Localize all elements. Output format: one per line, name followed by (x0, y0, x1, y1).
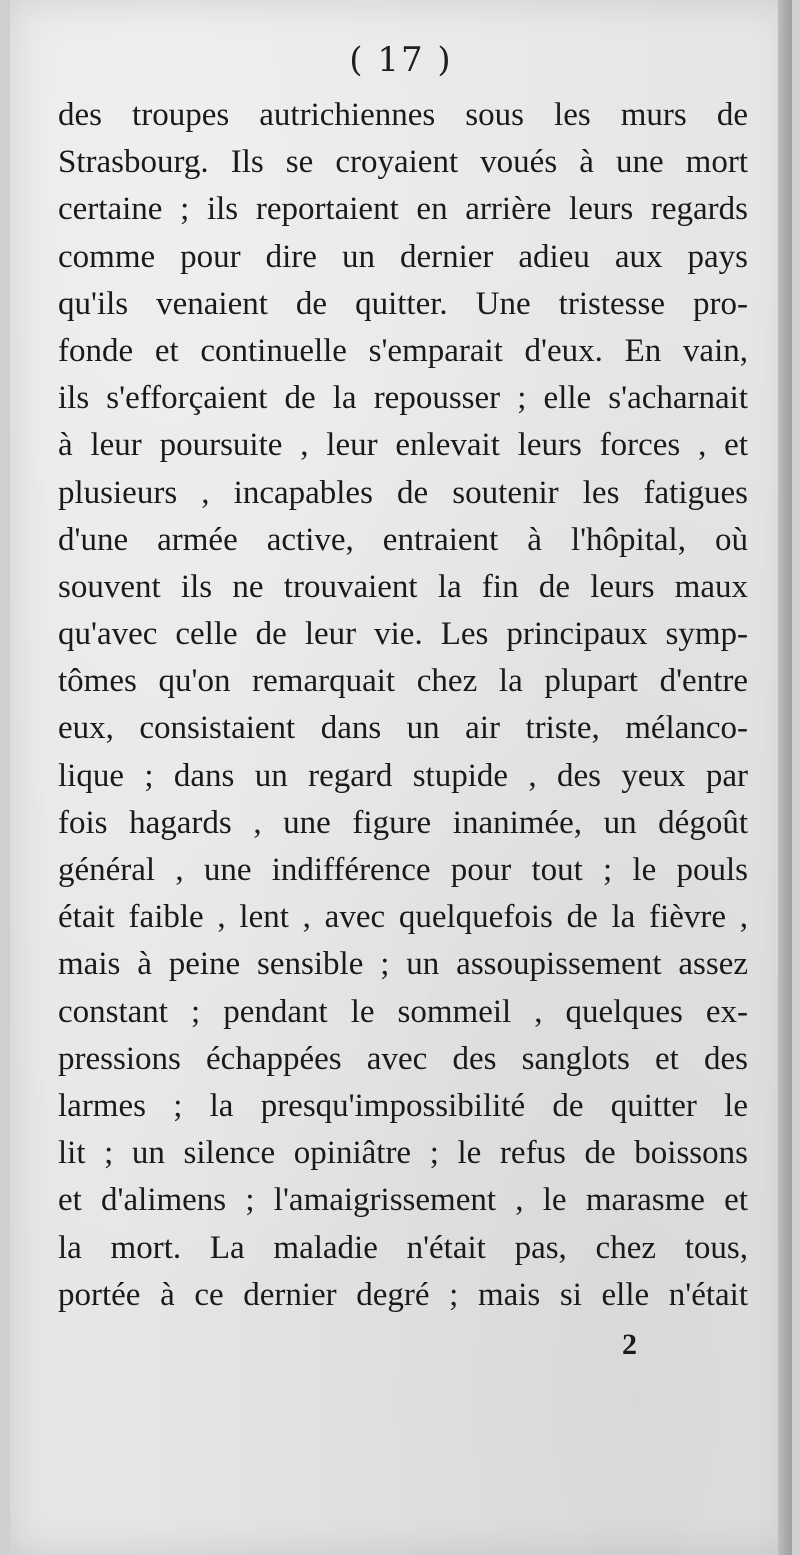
text-line: la mort. La maladie n'était pas, chez tous, (58, 1229, 748, 1266)
signature-mark: 2 (622, 1328, 637, 1361)
text-line: tômes qu'on remarquait chez la plupart d'entre (58, 663, 748, 700)
text-line: mais à peine sensible ; un assoupissement assez (58, 946, 748, 983)
text-line: des troupes autrichiennes sous les murs de (58, 97, 748, 133)
text-line: lit ; un silence opiniâtre ; le refus de boissons (58, 1135, 748, 1172)
text-line: souvent ils ne trouvaient la fin de leurs maux (58, 568, 748, 605)
text-line: larmes ; la presqu'impossibilité de quitter le (58, 1087, 748, 1124)
text-line: était faible , lent , avec quelquefois de la fièvre , (58, 899, 748, 936)
text-line: à leur poursuite , leur enlevait leurs forces , et (58, 427, 748, 464)
text-line: certaine ; ils reportaient en arrière leurs regards (58, 191, 748, 228)
text-line: et d'alimens ; l'amaigrissement , le marasme et (58, 1182, 748, 1219)
text-line: constant ; pendant le sommeil , quelques ex- (58, 993, 748, 1030)
book-page (10, 0, 792, 1555)
text-line: comme pour dire un dernier adieu aux pays (58, 238, 748, 275)
text-line: lique ; dans un regard stupide , des yeux par (58, 757, 748, 794)
text-line: fois hagards , une figure inanimée, un dégoût (58, 804, 748, 841)
text-line: Strasbourg. Ils se croyaient voués à une mort (58, 144, 748, 181)
text-line: qu'avec celle de leur vie. Les principaux symp- (58, 616, 748, 653)
text-line: ils s'efforçaient de la repousser ; elle s'acharnait (58, 380, 748, 417)
text-line: portée à ce dernier degré ; mais si elle n'était (58, 1276, 748, 1313)
text-line: fonde et continuelle s'emparait d'eux. En vain, (58, 332, 748, 369)
page-edge-shadow (778, 0, 792, 1555)
text-line: qu'ils venaient de quitter. Une tristesse pro- (58, 285, 748, 322)
text-line: eux, consistaient dans un air triste, mélanco- (58, 710, 748, 747)
page-number-header: ( 17 ) (349, 40, 453, 80)
text-line: d'une armée active, entraient à l'hôpital, où (58, 521, 748, 558)
text-line: pressions échappées avec des sanglots et des (58, 1040, 748, 1077)
body-text (58, 92, 748, 1319)
text-line: général , une indifférence pour tout ; le pouls (58, 852, 748, 888)
text-line: plusieurs , incapables de soutenir les fatigues (58, 474, 748, 511)
